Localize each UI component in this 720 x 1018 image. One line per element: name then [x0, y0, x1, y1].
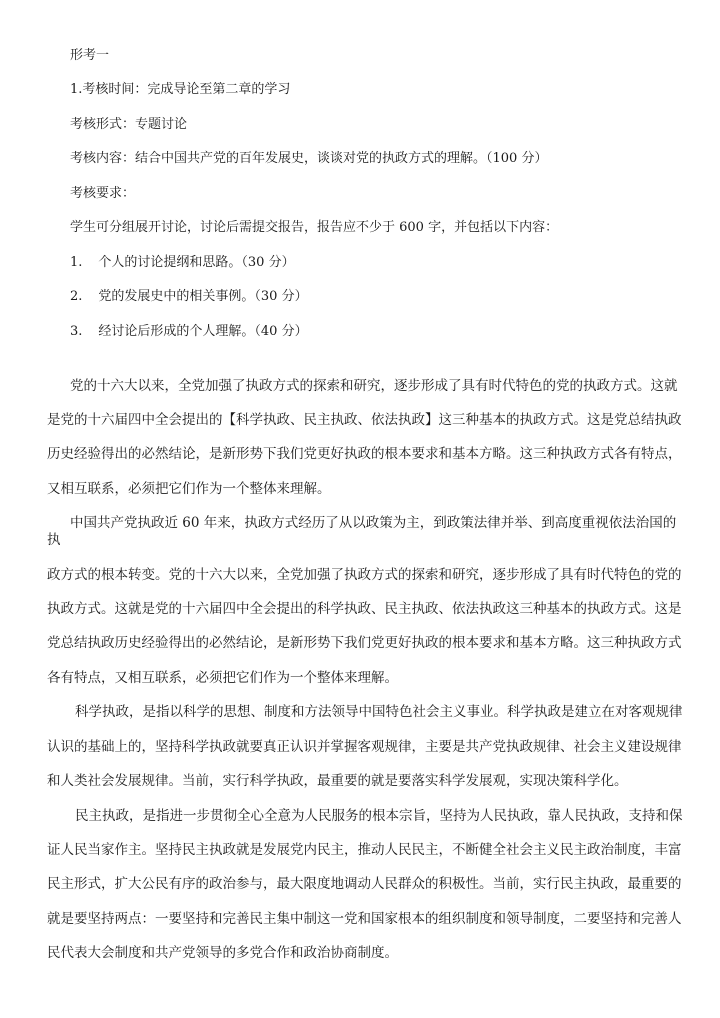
paragraph-2-line: 各有特点，又相互联系，必须把它们作为一个整体来理解。	[47, 670, 398, 686]
exam-content: 考核内容：结合中国共产党的百年发展史，谈谈对党的执政方式的理解。（100 分）	[70, 151, 548, 166]
paragraph-2-line: 中国共产党执政近 60 年来，执政方式经历了从以政策为主，到政策法律并举、到高度重视依法治国的	[70, 515, 677, 531]
paragraph-2-line: 执	[47, 532, 61, 548]
paragraph-1-line: 党的十六大以来，全党加强了执政方式的探索和研究，逐步形成了具有时代特色的党的执政方式。这就	[70, 378, 678, 394]
paragraph-4-line: 民主执政，是指进一步贯彻全心全意为人民服务的根本宗旨，坚持为人民执政，靠人民执政，支持和保	[75, 808, 683, 824]
requirement-number: 3.	[70, 324, 83, 339]
exam-time: 1.考核时间：完成导论至第二章的学习	[70, 82, 291, 97]
paragraph-1-line: 历史经验得出的必然结论，是新形势下我们党更好执政的根本要求和基本方略。这三种执政方式各有特点，	[47, 446, 682, 462]
exam-requirements-intro: 学生可分组展开讨论，讨论后需提交报告，报告应不少于 600 字，并包括以下内容：	[70, 220, 559, 235]
paragraph-2-line: 执政方式。这就是党的十六届四中全会提出的科学执政、民主执政、依法执政这三种基本的执政方式。这是	[47, 601, 682, 617]
requirement-item	[70, 288, 308, 306]
paragraph-2-line: 政方式的根本转变。党的十六大以来，全党加强了执政方式的探索和研究，逐步形成了具有时代特色的党的	[47, 567, 682, 583]
exam-format: 考核形式：专题讨论	[70, 117, 188, 132]
requirement-item	[70, 254, 295, 272]
paragraph-3-line: 科学执政，是指以科学的思想、制度和方法领导中国特色社会主义事业。科学执政是建立在对客观规律	[75, 704, 683, 720]
requirement-number: 1.	[70, 255, 83, 270]
requirement-number: 2.	[70, 289, 83, 304]
paragraph-3-line: 认识的基础上的，坚持科学执政就要真正认识并掌握客观规律，主要是共产党执政规律、社会主义建设规律	[47, 739, 682, 755]
paragraph-4-line: 证人民当家作主。坚持民主执政就是发展党内民主，推动人民民主，不断健全社会主义民主政治制度，丰富	[47, 842, 682, 858]
paragraph-2-line: 党总结执政历史经验得出的必然结论，是新形势下我们党更好执政的根本要求和基本方略。这三种执政方式	[47, 635, 682, 651]
paragraph-1-line: 又相互联系，必须把它们作为一个整体来理解。	[47, 481, 331, 497]
paragraph-4-line: 就是要坚持两点：一要坚持和完善民主集中制这一党和国家根本的组织制度和领导制度，二要坚持和完善人	[47, 911, 682, 927]
doc-title: 形考一	[70, 48, 110, 63]
requirement-text: 经讨论后形成的个人理解。（40 分）	[98, 324, 308, 339]
requirement-text: 个人的讨论提纲和思路。（30 分）	[98, 255, 295, 270]
requirement-item	[70, 323, 308, 341]
paragraph-1-line: 是党的十六届四中全会提出的【科学执政、民主执政、依法执政】这三种基本的执政方式。这是党总结执政	[47, 412, 682, 428]
exam-requirements-label: 考核要求：	[70, 186, 136, 201]
paragraph-4-line: 民代表大会制度和共产党领导的多党合作和政治协商制度。	[47, 945, 398, 961]
paragraph-3-line: 和人类社会发展规律。当前，实行科学执政，最重要的就是要落实科学发展观，实现决策科学化。	[47, 773, 628, 789]
requirement-text: 党的发展史中的相关事例。（30 分）	[98, 289, 308, 304]
paragraph-4-line: 民主形式，扩大公民有序的政治参与，最大限度地调动人民群众的积极性。当前，实行民主执政，最重要的	[47, 876, 682, 892]
